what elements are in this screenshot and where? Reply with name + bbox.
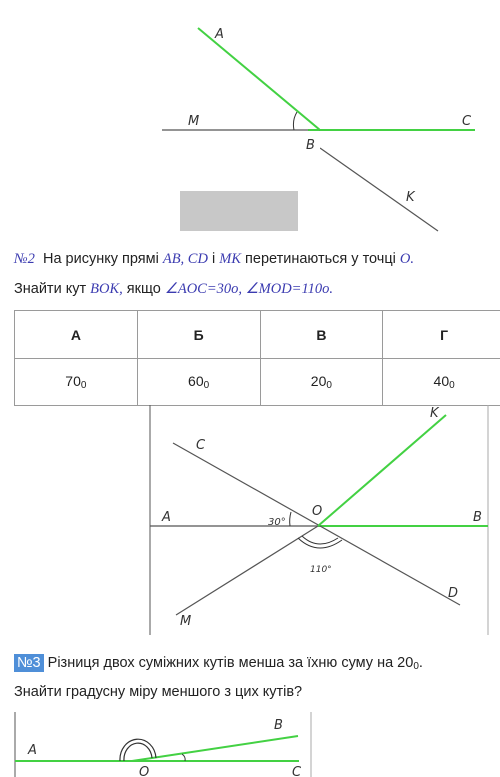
line-cd [173,443,460,605]
figure-2 [148,405,490,637]
problem-3-text-1: Різниця двох суміжних кутів менша за їхню суму на 20 [47,655,414,671]
angle-arc-110-inner [302,536,338,544]
problem-2-text-4: якщо [126,281,161,297]
answer-cell [137,359,260,406]
line-ab [198,28,320,130]
problem-2-condition: ∠AOC=30o, ∠MOD=110o. [164,281,333,297]
label-c: C [196,438,206,453]
label-b: B [473,510,482,525]
label-o: O [312,504,323,519]
problem-3-number: №3 [14,654,44,672]
label-b: B [274,718,283,733]
problem-2-line-2 [14,281,333,298]
answer-header: А [15,311,138,359]
ray-bk-ext [320,148,438,231]
answer-header: В [260,311,383,359]
problem-2-text-1: На рисунку прямі [42,251,159,267]
problem-2-lines: AB, CD [162,251,208,267]
ray-ob [132,736,298,761]
answer-table [14,310,500,406]
answer-unit: 0 [449,380,455,391]
problem-2-number: №2 [14,251,35,267]
problem-3-unit: 0 [413,661,419,672]
answer-value: 60 [188,373,204,389]
answer-unit: 0 [80,380,87,391]
label-c: C [292,765,302,777]
answer-value-row [15,359,500,406]
label-a: A [162,510,171,525]
label-m: M [188,114,200,129]
answer-header: Б [137,311,260,359]
figure-3 [14,712,312,777]
problem-3-end: . [418,655,423,671]
problem-2-line-3: MK [219,251,241,267]
label-a: A [28,743,37,758]
problem-2-angle: BOK, [90,281,123,297]
ray-ok [318,415,446,526]
answer-cell [383,359,500,406]
answer-value: 20 [310,373,327,389]
problem-3-text-2: Знайти градусну міру меншого з цих кутів? [14,684,303,700]
problem-2-point: O. [399,251,415,267]
problem-2-text-2: перетинаються у точці [245,251,396,267]
gray-placeholder [180,191,298,231]
label-d: D [448,586,459,601]
angle-arc-boc [182,754,185,761]
problem-3-line-2 [14,684,302,700]
label-c: C [462,114,472,129]
figure-1 [160,18,320,238]
answer-header-row [15,311,500,359]
answer-header: Г [383,311,500,359]
label-m: M [180,614,192,629]
problem-2-conj: і [211,251,216,267]
problem-2-text-3: Знайти кут [14,281,87,297]
answer-value: 40 [433,373,450,389]
label-angle-30: 30° [268,517,286,528]
label-o: O [139,765,150,777]
answer-cell [260,359,383,406]
label-k: K [406,190,415,205]
answer-unit: 0 [326,380,332,391]
figure-1-right [320,18,500,238]
label-a: A [215,27,224,42]
angle-arc-30 [290,512,291,526]
label-b: B [306,138,315,153]
problem-2-line-1 [14,251,414,268]
answer-value: 70 [65,373,81,389]
answer-cell [15,359,138,406]
angle-arc-abm [293,112,297,130]
ray-om [176,526,318,615]
label-k: K [430,406,439,421]
answer-unit: 0 [203,380,210,391]
label-angle-110: 110° [310,565,332,575]
problem-3-line-1 [14,655,423,672]
